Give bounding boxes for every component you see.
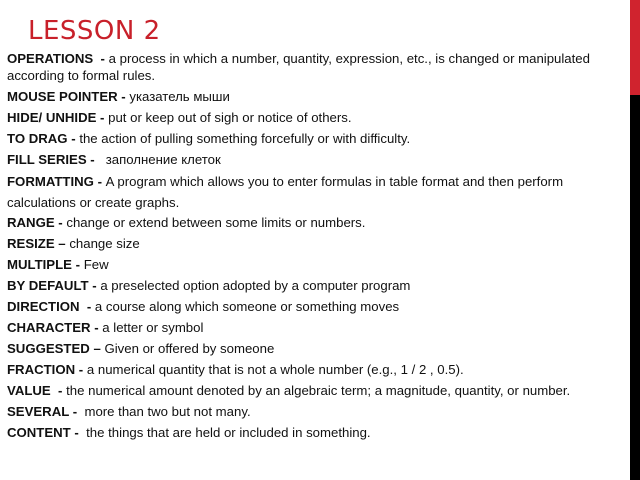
term-word: RESIZE — [7, 236, 55, 251]
term-separator: - — [90, 320, 103, 335]
term-definition: Few — [83, 257, 109, 272]
glossary-item-content — [7, 424, 632, 441]
term-definition: заполнение клеток — [105, 152, 221, 167]
term-separator: - — [67, 131, 80, 146]
term-separator: – — [54, 236, 70, 251]
term-definition: a preselected option adopted by a computer program — [100, 278, 411, 293]
term-definition: the numerical amount denoted by an algebraic term; a magnitude, quantity, or number. — [66, 383, 571, 398]
glossary-item-by-default — [7, 277, 632, 294]
glossary-item-character — [7, 319, 632, 336]
glossary-item-value — [7, 382, 632, 399]
term-word: MULTIPLE — [7, 257, 72, 272]
term-separator: - — [79, 299, 95, 314]
term-word: OPERATIONS — [7, 51, 94, 66]
term-word: RANGE — [7, 215, 55, 230]
term-definition: указатель мыши — [129, 89, 230, 104]
term-separator: - — [50, 383, 67, 398]
term-separator: - — [117, 89, 130, 104]
term-definition: A program which allows you to enter formulas in table format and then perform calculations or create graphs. — [7, 174, 564, 210]
term-separator: - — [71, 257, 84, 272]
term-separator: - — [96, 110, 109, 125]
term-definition: Given or offered by someone — [104, 341, 275, 356]
term-word: HIDE/ UNHIDE — [7, 110, 97, 125]
glossary-list — [7, 50, 632, 445]
glossary-item-mouse-pointer — [7, 88, 632, 105]
term-separator: - — [69, 404, 85, 419]
glossary-item-fraction — [7, 361, 632, 378]
term-definition: more than two but not many. — [84, 404, 251, 419]
glossary-item-direction — [7, 298, 632, 315]
slide-title: LESSON 2 — [28, 16, 161, 46]
glossary-item-resize — [7, 235, 632, 252]
term-word: FORMATTING — [7, 174, 94, 189]
glossary-item-formatting — [7, 171, 632, 213]
term-separator: - — [70, 425, 87, 440]
term-word: MOUSE POINTER — [7, 89, 118, 104]
term-word: FILL SERIES — [7, 152, 87, 167]
term-word: DIRECTION — [7, 299, 80, 314]
glossary-item-several — [7, 403, 632, 420]
term-separator: - — [54, 215, 67, 230]
term-definition: a process in which a number, quantity, expression, etc., is changed or manipulated according to formal rules. — [7, 51, 590, 83]
glossary-item-fill-series — [7, 151, 632, 168]
glossary-item-operations — [7, 50, 632, 84]
term-word: CONTENT — [7, 425, 71, 440]
term-separator: – — [89, 341, 105, 356]
term-definition: change or extend between some limits or numbers. — [66, 215, 366, 230]
glossary-item-suggested — [7, 340, 632, 357]
term-word: TO DRAG — [7, 131, 68, 146]
term-definition: change size — [69, 236, 140, 251]
glossary-item-multiple — [7, 256, 632, 273]
glossary-item-range — [7, 214, 632, 231]
term-definition: the action of pulling something forcefully or with difficulty. — [79, 131, 411, 146]
term-definition: a numerical quantity that is not a whole number (e.g., 1 / 2 , 0.5). — [86, 362, 464, 377]
term-separator: - — [93, 51, 109, 66]
glossary-item-hide-unhide — [7, 109, 632, 126]
term-word: SUGGESTED — [7, 341, 90, 356]
term-definition: put or keep out of sigh or notice of others. — [108, 110, 352, 125]
glossary-item-to-drag — [7, 130, 632, 147]
term-word: CHARACTER — [7, 320, 91, 335]
term-separator: - — [88, 278, 101, 293]
term-word: BY DEFAULT — [7, 278, 89, 293]
term-word: FRACTION — [7, 362, 76, 377]
term-definition: a course along which someone or something moves — [94, 299, 400, 314]
term-word: SEVERAL — [7, 404, 70, 419]
term-definition: a letter or symbol — [102, 320, 204, 335]
term-separator: - — [86, 152, 106, 167]
term-word: VALUE — [7, 383, 51, 398]
term-definition: the things that are held or included in something. — [86, 425, 371, 440]
term-separator: - — [75, 362, 87, 377]
term-separator: - — [93, 174, 106, 189]
